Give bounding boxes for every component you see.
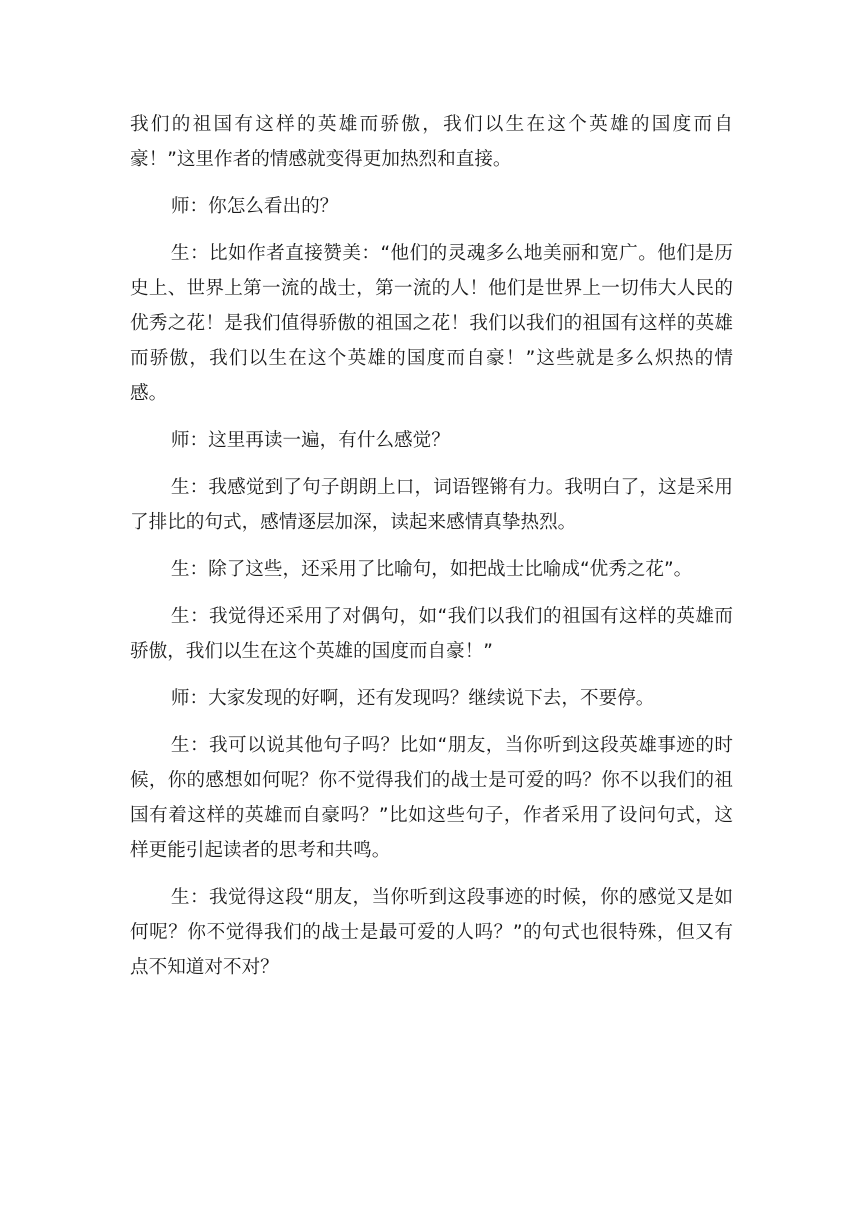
paragraph-student-answer: 生：除了这些，还采用了比喻句，如把战士比喻成“优秀之花”。 <box>170 559 693 580</box>
paragraph-student-answer: 生：我觉得还采用了对偶句，如“我们以我们的祖国有这样的英雄而骄傲，我们以生在这个英雄的国度而自豪！” <box>130 606 733 662</box>
paragraph-student-answer: 生：比如作者直接赞美：“他们的灵魂多么地美丽和宽广。他们是历史上、世界上第一流的战士，第一流的人！他们是世界上一切伟大人民的优秀之花！是我们值得骄傲的祖国之花！我们以我们的祖国有这样的英雄而骄傲，我们以生在这个英雄的国度而自豪！”这些就是多么炽热的情感。 <box>130 243 733 404</box>
paragraph-teacher-question: 师：你怎么看出的？ <box>170 196 339 217</box>
paragraph-student-answer: 生：我感觉到了句子朗朗上口，词语铿锵有力。我明白了，这是采用了排比的句式，感情逐层加深，读起来感情真挚热烈。 <box>130 477 733 533</box>
paragraph-continuation: 我们的祖国有这样的英雄而骄傲，我们以生在这个英雄的国度而自豪！”这里作者的情感就变得更加热烈和直接。 <box>130 114 733 170</box>
document-page <box>130 107 733 997</box>
paragraph-student-answer: 生：我可以说其他句子吗？比如“朋友，当你听到这段英雄事迹的时候，你的感想如何呢？你不觉得我们的战士是可爱的吗？你不以我们的祖国有着这样的英雄而自豪吗？”比如这些句子，作者采用了设问句式，这样更能引起读者的思考和共鸣。 <box>130 735 733 861</box>
paragraph-teacher-question: 师：这里再读一遍，有什么感觉？ <box>170 430 450 451</box>
paragraph-teacher-prompt: 师：大家发现的好啊，还有发现吗？继续说下去，不要停。 <box>170 688 655 709</box>
paragraph-student-answer: 生：我觉得这段“朋友，当你听到这段事迹的时候，你的感觉又是如何呢？你不觉得我们的战士是最可爱的人吗？”的句式也很特殊，但又有点不知道对不对？ <box>130 887 733 978</box>
